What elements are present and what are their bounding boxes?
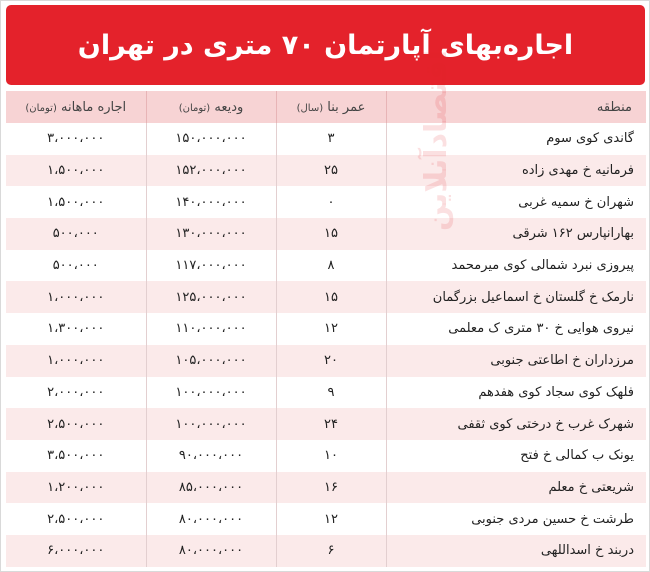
table-header-row	[6, 91, 646, 123]
table-row: شریعتی خ معلم ۱۶ ۸۵،۰۰۰،۰۰۰ ۱،۲۰۰،۰۰۰	[6, 472, 646, 504]
table-row: شهرک غرب خ درختی کوی ثقفی ۲۴ ۱۰۰،۰۰۰،۰۰۰ ۲،۵۰۰،۰۰۰	[6, 408, 646, 440]
page-title: اجاره‌بهای آپارتمان ۷۰ متری در تهران	[77, 29, 574, 61]
table-row: بهارانپارس ۱۶۲ شرقی ۱۵ ۱۳۰،۰۰۰،۰۰۰ ۵۰۰،۰۰۰	[6, 218, 646, 250]
table-row: یونک ب کمالی خ فتح ۱۰ ۹۰،۰۰۰،۰۰۰ ۳،۵۰۰،۰۰۰	[6, 440, 646, 472]
table-row: فرمانیه خ مهدی زاده ۲۵ ۱۵۲،۰۰۰،۰۰۰ ۱،۵۰۰،۰۰۰	[6, 155, 646, 187]
table-row: دربند خ اسداللهی ۶ ۸۰،۰۰۰،۰۰۰ ۶،۰۰۰،۰۰۰	[6, 535, 646, 567]
header-deposit: ودیعه (تومان)	[146, 91, 276, 123]
header-age: عمر بنا (سال)	[276, 91, 386, 123]
table-row: مرزداران خ اطاعتی جنوبی ۲۰ ۱۰۵،۰۰۰،۰۰۰ ۱،۰۰۰،۰۰۰	[6, 345, 646, 377]
header-region: منطقه	[386, 91, 646, 123]
header-rent: اجاره ماهانه (تومان)	[6, 91, 146, 123]
table-row: شهران خ سمیه غربی ۰ ۱۴۰،۰۰۰،۰۰۰ ۱،۵۰۰،۰۰۰	[6, 186, 646, 218]
table-row: نارمک خ گلستان خ اسماعیل بزرگمان ۱۵ ۱۲۵،۰۰۰،۰۰۰ ۱،۰۰۰،۰۰۰	[6, 281, 646, 313]
table-row: نیروی هوایی خ ۳۰ متری ک معلمی ۱۲ ۱۱۰،۰۰۰،۰۰۰ ۱،۳۰۰،۰۰۰	[6, 313, 646, 345]
title-banner	[6, 5, 645, 85]
table-row: فلهک کوی سجاد کوی هفدهم ۹ ۱۰۰،۰۰۰،۰۰۰ ۲،۰۰۰،۰۰۰	[6, 377, 646, 409]
table-row: گاندی کوی سوم ۳ ۱۵۰،۰۰۰،۰۰۰ ۳،۰۰۰،۰۰۰	[6, 123, 646, 155]
table-row: پیروزی نبرد شمالی کوی میرمحمد ۸ ۱۱۷،۰۰۰،۰۰۰ ۵۰۰،۰۰۰	[6, 250, 646, 282]
rent-table	[6, 91, 646, 567]
table-row: طرشت خ حسین مردی جنوبی ۱۲ ۸۰،۰۰۰،۰۰۰ ۲،۵۰۰،۰۰۰	[6, 503, 646, 535]
